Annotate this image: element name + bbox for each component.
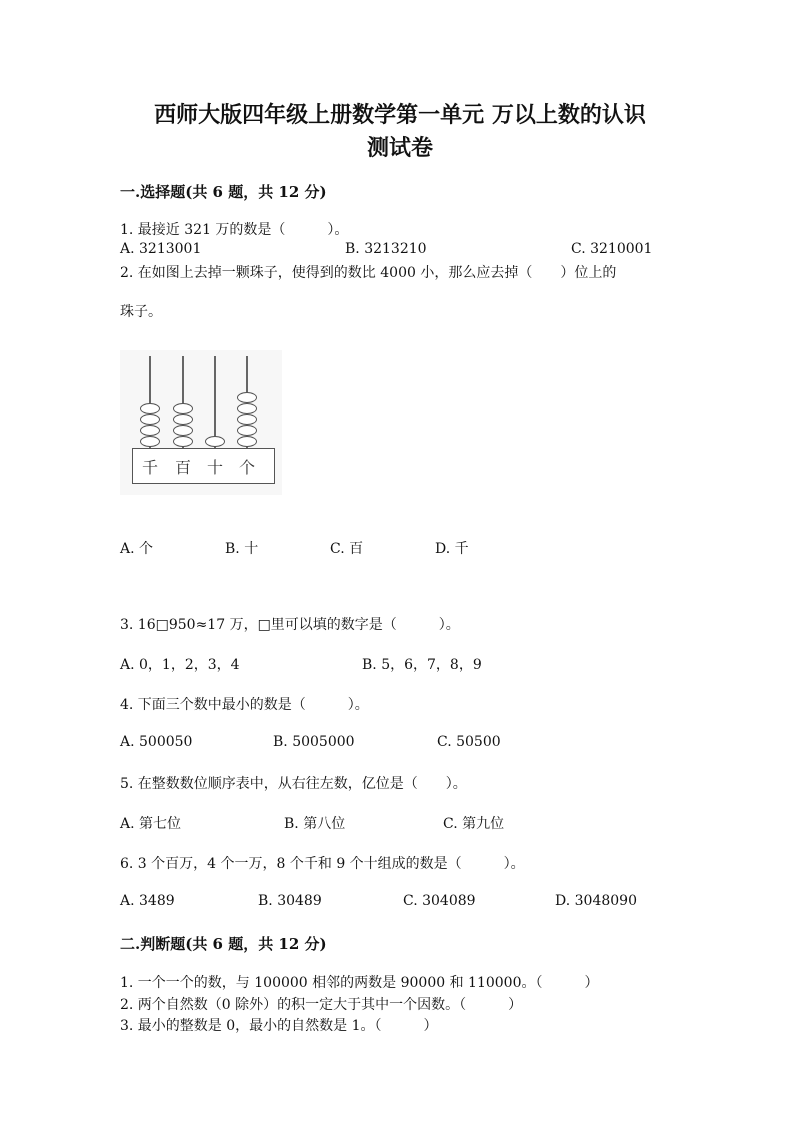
q4-option-c: C. 50500 <box>437 734 501 750</box>
question-2-line2: 珠子。 <box>120 304 162 320</box>
abacus-rod-tens <box>214 356 216 448</box>
q3-option-b: B. 5，6，7，8，9 <box>362 657 482 673</box>
q5-option-a: A. 第七位 <box>120 816 182 832</box>
q6-option-c: C. 304089 <box>403 893 476 909</box>
abacus-bead <box>140 403 160 414</box>
page-title-line2: 测试卷 <box>366 135 433 161</box>
question-1: 1. 最接近 321 万的数是（ ）。 <box>120 222 349 238</box>
abacus-bead <box>237 392 257 403</box>
q6-option-d: D. 3048090 <box>555 893 637 909</box>
q2-option-c: C. 百 <box>330 541 364 557</box>
abacus-bead <box>140 436 160 447</box>
question-4: 4. 下面三个数中最小的数是（ ）。 <box>120 697 369 713</box>
q3-option-a: A. 0，1，2，3，4 <box>120 657 240 673</box>
q6-option-a: A. 3489 <box>120 893 175 909</box>
q2-option-a: A. 个 <box>120 541 154 557</box>
abacus-bead <box>237 403 257 414</box>
abacus-bead <box>237 414 257 425</box>
abacus-bead <box>173 403 193 414</box>
abacus-bead <box>140 414 160 425</box>
q1-option-b: B. 3213210 <box>345 241 427 257</box>
judgment-item-2: 2. 两个自然数（0 除外）的积一定大于其中一个因数。（ ） <box>120 997 523 1013</box>
abacus-bead <box>140 425 160 436</box>
abacus-bead <box>173 414 193 425</box>
abacus-label-hundreds: 百 <box>174 458 191 477</box>
section-heading-choice: 一.选择题(共 6 题，共 12 分) <box>120 183 327 201</box>
abacus-bead <box>237 436 257 447</box>
abacus-figure <box>120 350 282 495</box>
judgment-item-1: 1. 一个一个的数，与 100000 相邻的两数是 90000 和 110000。（ ） <box>120 975 599 991</box>
abacus-label-tens: 十 <box>206 458 223 477</box>
page-title-line1: 西师大版四年级上册数学第一单元 万以上数的认识 <box>154 102 646 128</box>
judgment-item-3: 3. 最小的整数是 0，最小的自然数是 1。（ ） <box>120 1018 438 1034</box>
abacus-bead <box>205 436 225 447</box>
q4-option-a: A. 500050 <box>120 734 193 750</box>
q1-option-c: C. 3210001 <box>571 241 653 257</box>
q5-option-b: B. 第八位 <box>284 816 346 832</box>
q4-option-b: B. 5005000 <box>273 734 355 750</box>
question-5: 5. 在整数数位顺序表中，从右往左数，亿位是（ ）。 <box>120 776 467 792</box>
section-heading-judgment: 二.判断题(共 6 题，共 12 分) <box>120 935 327 953</box>
question-6: 6. 3 个百万，4 个一万，8 个千和 9 个十组成的数是（ ）。 <box>120 856 525 872</box>
q1-option-a: A. 3213001 <box>120 241 202 257</box>
abacus-bead <box>173 436 193 447</box>
q6-option-b: B. 30489 <box>258 893 322 909</box>
abacus-bead <box>173 425 193 436</box>
q2-option-d: D. 千 <box>435 541 469 557</box>
abacus-bead <box>237 425 257 436</box>
q5-option-c: C. 第九位 <box>443 816 505 832</box>
question-2-line1: 2. 在如图上去掉一颗珠子，使得到的数比 4000 小，那么应去掉（ ）位上的 <box>120 265 617 281</box>
abacus-label-thousands: 千 <box>141 458 158 477</box>
q2-option-b: B. 十 <box>225 541 259 557</box>
question-3: 3. 16□950≈17 万，□里可以填的数字是（ ）。 <box>120 617 460 633</box>
abacus-label-ones: 个 <box>238 458 255 477</box>
